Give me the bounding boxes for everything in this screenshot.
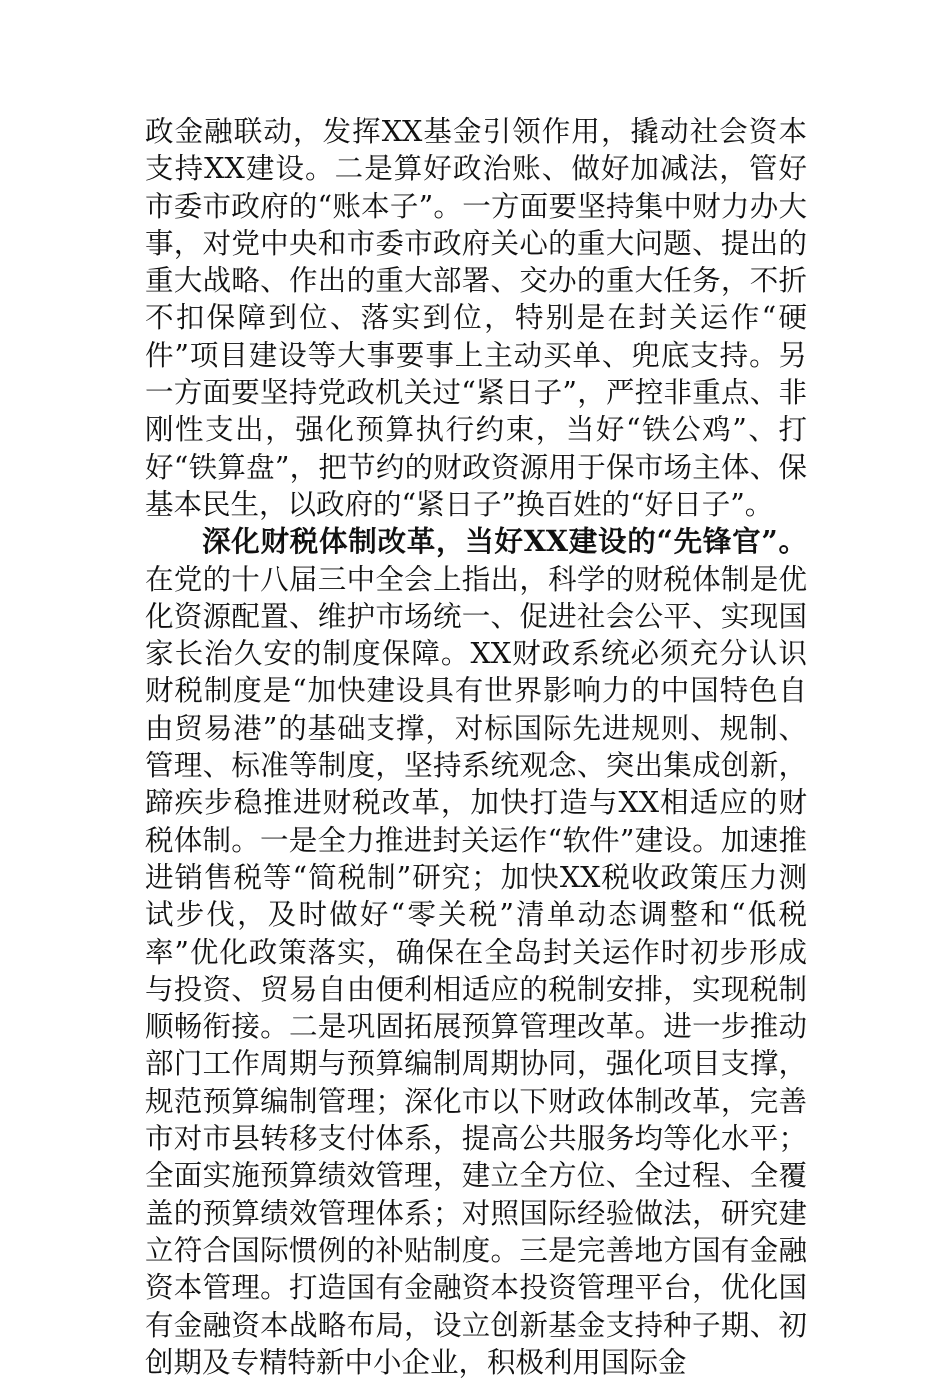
paragraph-continuation bbox=[145, 113, 807, 523]
paragraph-heading: 深化财税体制改革，当好XX建设的“先锋官”。 bbox=[202, 524, 807, 559]
document-page bbox=[145, 113, 807, 1381]
paragraph-fiscal-reform bbox=[145, 523, 807, 1381]
paragraph-text: 在党的十八届三中全会上指出，科学的财税体制是优化资源配置、维护市场统一、促进社会公平、实现国家长治久安的制度保障。XX财政系统必须充分认识财税制度是“加快建设具有世界影响力的中国特色自由贸易港”的基础支撑，对标国际先进规则、规制、管理、标准等制度，坚持系统观念、突出集成创新，蹄疾步稳推进财税改革，加快打造与XX相适应的财税体制。一是全力推进封关运作“软件”建设。加速推进销售税等“简税制”研究；加快XX税收政策压力测试步伐，及时做好“零关税”清单动态调整和“低税率”优化政策落实，确保在全岛封关运作时初步形成与投资、贸易自由便利相适应的税制安排，实现税制顺畅衔接。二是巩固拓展预算管理改革。进一步推动部门工作周期与预算编制周期协同，强化项目支撑，规范预算编制管理；深化市以下财政体制改革，完善市对市县转移支付体系，提高公共服务均等化水平；全面实施预算绩效管理，建立全方位、全过程、全覆盖的预算绩效管理体系；对照国际经验做法，研究建立符合国际惯例的补贴制度。三是完善地方国有金融资本管理。打造国有金融资本投资管理平台，优化国有金融资本战略布局，设立创新基金支持种子期、初创期及专精特新中小企业，积极利用国际金 bbox=[145, 562, 807, 1379]
paragraph-text: 政金融联动，发挥XX基金引领作用，撬动社会资本支持XX建设。二是算好政治账、做好加减法，管好市委市政府的“账本子”。一方面要坚持集中财力办大事，对党中央和市委市政府关心的重大问题、提出的重大战略、作出的重大部署、交办的重大任务，不折不扣保障到位、落实到位，特别是在封关运作“硬件”项目建设等大事要事上主动买单、兜底支持。另一方面要坚持党政机关过“紧日子”，严控非重点、非刚性支出，强化预算执行约束，当好“铁公鸡”、打好“铁算盘”，把节约的财政资源用于保市场主体、保基本民生，以政府的“紧日子”换百姓的“好日子”。 bbox=[145, 115, 807, 521]
